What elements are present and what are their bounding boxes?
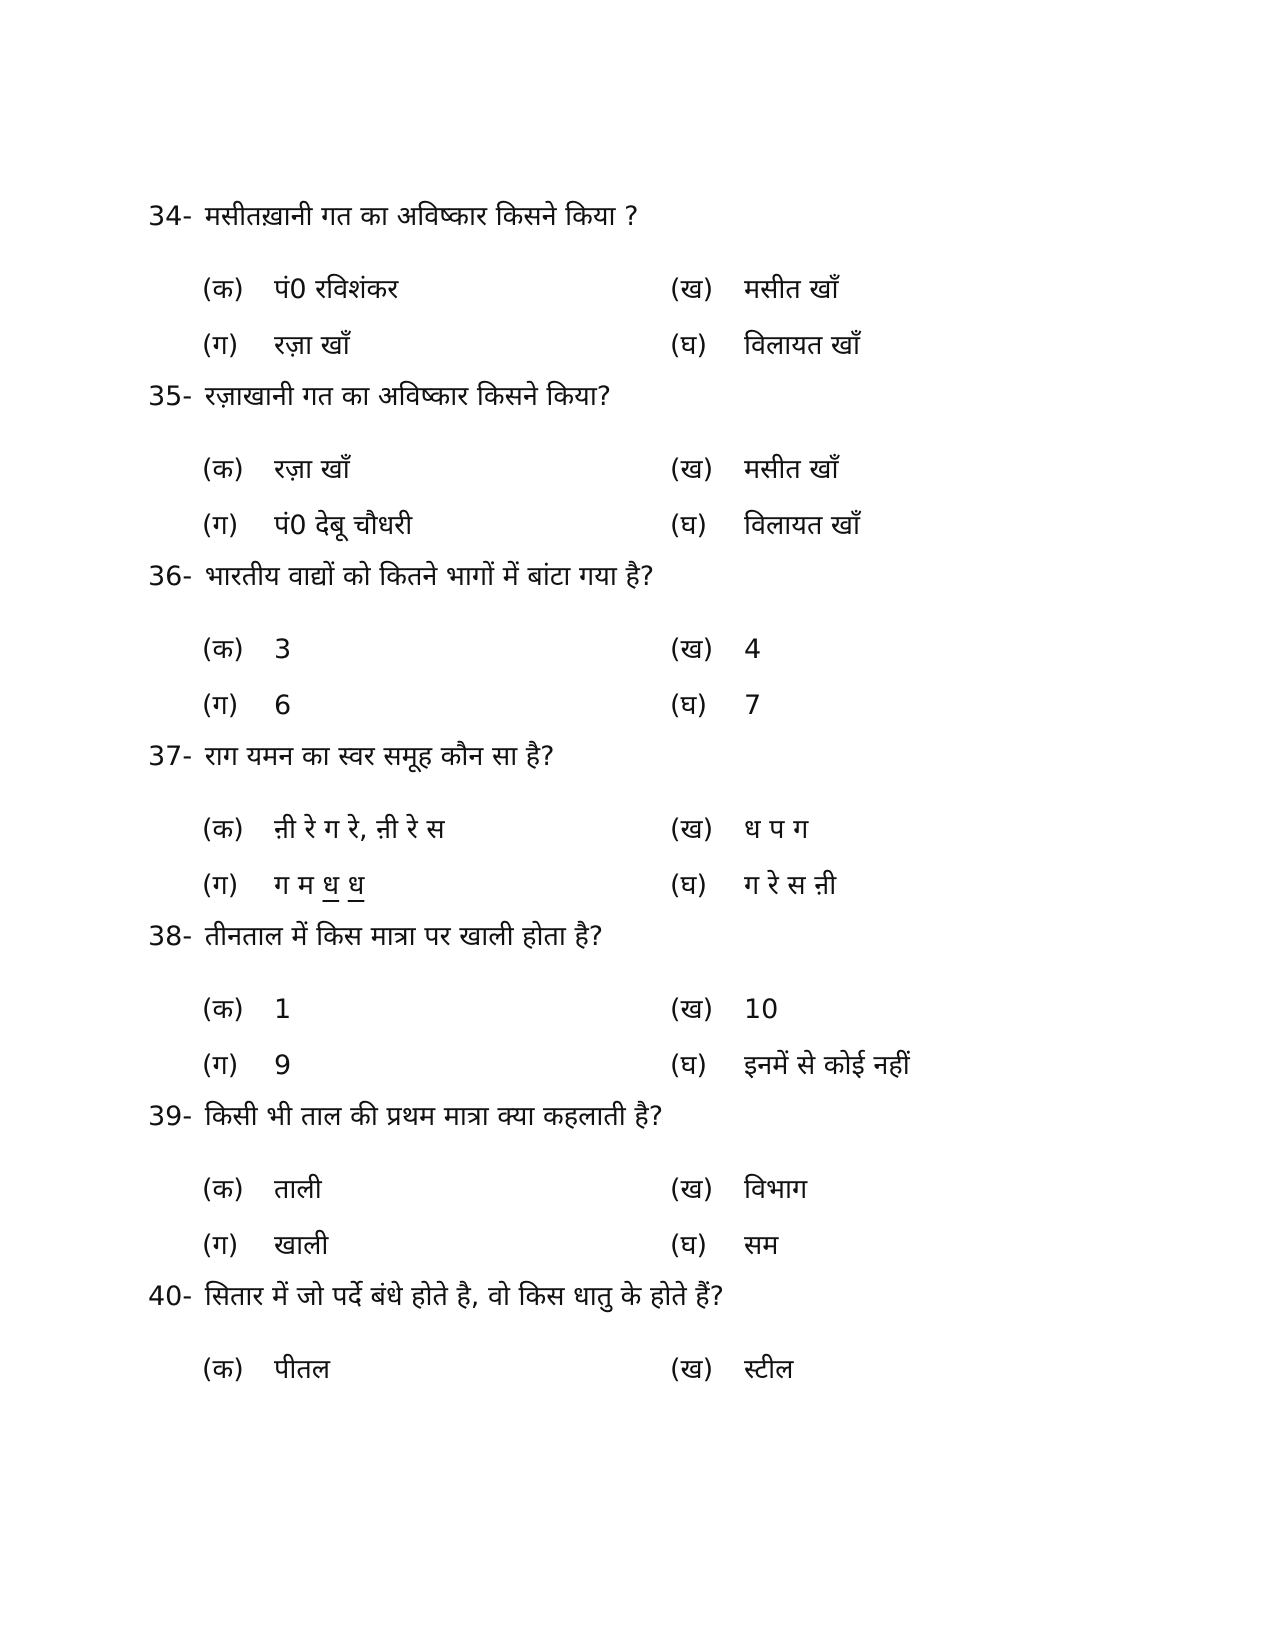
question-number: 37- (148, 741, 193, 772)
question-heading (148, 740, 1208, 774)
option-text (274, 866, 364, 906)
question-35 (148, 380, 1208, 562)
option-text: रज़ा खाँ (274, 454, 350, 485)
option-ga (202, 1046, 291, 1086)
options-row (148, 270, 1208, 326)
option-label: (घ) (670, 690, 708, 721)
option-kha (670, 630, 761, 670)
underlined-note: ध (347, 870, 365, 901)
option-text: मसीत खाँ (744, 454, 839, 485)
option-label: (ख) (670, 634, 714, 665)
question-40 (148, 1280, 1208, 1406)
option-text: 3 (274, 634, 292, 665)
option-text: ध प ग (744, 814, 809, 845)
option-text: विलायत खाँ (744, 330, 861, 361)
option-text: ग रे स ऩी (744, 870, 837, 901)
option-ga (202, 1226, 328, 1266)
option-label: (ख) (670, 994, 714, 1025)
option-label: (घ) (670, 510, 708, 541)
options-row (148, 686, 1208, 742)
options-row (148, 630, 1208, 686)
option-label: (क) (202, 1354, 244, 1385)
question-heading (148, 200, 1208, 234)
options-row (148, 1226, 1208, 1282)
question-text: सितार में जो पर्दे बंधे होते है, वो किस धातु के होते हैं? (204, 1281, 724, 1312)
option-gha (670, 326, 860, 366)
option-gha (670, 1046, 910, 1086)
question-heading (148, 560, 1208, 594)
question-34 (148, 200, 1208, 382)
question-38 (148, 920, 1208, 1102)
options-row (148, 450, 1208, 506)
option-label: (ख) (670, 1174, 714, 1205)
option-text: पं0 रविशंकर (274, 274, 399, 305)
option-label: (घ) (670, 1230, 708, 1261)
option-text: विभाग (744, 1174, 808, 1205)
question-number: 34- (148, 201, 193, 232)
question-number: 39- (148, 1101, 193, 1132)
option-gha (670, 506, 860, 546)
option-kha (670, 1170, 807, 1210)
option-label: (ख) (670, 1354, 714, 1385)
option-label: (ग) (202, 1230, 239, 1261)
option-label: (क) (202, 454, 244, 485)
option-text: 4 (744, 634, 762, 665)
question-number: 36- (148, 561, 193, 592)
options-row (148, 506, 1208, 562)
option-text: रज़ा खाँ (274, 330, 350, 361)
option-label: (क) (202, 1174, 244, 1205)
option-label: (ख) (670, 274, 714, 305)
option-text: ऩी रे ग रे, ऩी रे स (274, 814, 445, 845)
option-ka (202, 630, 291, 670)
option-ga (202, 506, 412, 546)
question-text: किसी भी ताल की प्रथम मात्रा क्या कहलाती है? (204, 1101, 664, 1132)
options-row (148, 1046, 1208, 1102)
question-text: मसीतख़ानी गत का अविष्कार किसने किया ? (204, 201, 639, 232)
question-36 (148, 560, 1208, 742)
question-text: राग यमन का स्वर समूह कौन सा है? (204, 741, 555, 772)
option-ka (202, 450, 350, 490)
question-text: रज़ाखानी गत का अविष्कार किसने किया? (204, 381, 612, 412)
question-heading (148, 920, 1208, 954)
option-ka (202, 270, 398, 310)
option-kha (670, 270, 838, 310)
option-label: (घ) (670, 1050, 708, 1081)
question-39 (148, 1100, 1208, 1282)
option-text: 6 (274, 690, 292, 721)
option-gha (670, 686, 761, 726)
option-label: (ग) (202, 870, 239, 901)
option-ka (202, 1170, 322, 1210)
option-text: स्टील (744, 1354, 794, 1385)
option-gha (670, 866, 836, 906)
option-gha (670, 1226, 778, 1266)
option-label: (ग) (202, 330, 239, 361)
option-label: (ग) (202, 510, 239, 541)
question-37 (148, 740, 1208, 922)
options-row (148, 866, 1208, 922)
option-text: खाली (274, 1230, 329, 1261)
option-label: (ख) (670, 814, 714, 845)
option-label: (ख) (670, 454, 714, 485)
option-kha (670, 810, 808, 850)
option-label: (घ) (670, 330, 708, 361)
option-label: (ग) (202, 690, 239, 721)
option-kha (670, 450, 838, 490)
option-label: (क) (202, 994, 244, 1025)
option-label: (क) (202, 814, 244, 845)
underlined-note: ध (322, 870, 340, 901)
option-text: इनमें से कोई नहीं (744, 1050, 910, 1081)
options-row (148, 810, 1208, 866)
option-text: पीतल (274, 1354, 331, 1385)
question-number: 35- (148, 381, 193, 412)
option-text: 1 (274, 994, 292, 1025)
option-ga (202, 686, 291, 726)
option-text: मसीत खाँ (744, 274, 839, 305)
option-label: (क) (202, 634, 244, 665)
options-row (148, 990, 1208, 1046)
options-row (148, 1350, 1208, 1406)
option-text: ताली (274, 1174, 322, 1205)
question-text: भारतीय वाद्यों को कितने भागों में बांटा गया है? (204, 561, 655, 592)
options-row (148, 1170, 1208, 1226)
option-kha (670, 990, 778, 1030)
option-ga (202, 326, 350, 366)
option-ka (202, 810, 445, 850)
option-text: सम (744, 1230, 779, 1261)
question-number: 40- (148, 1281, 193, 1312)
option-label: (क) (202, 274, 244, 305)
option-text: विलायत खाँ (744, 510, 861, 541)
question-heading (148, 1100, 1208, 1134)
option-text: 9 (274, 1050, 292, 1081)
option-ka (202, 1350, 330, 1390)
question-heading (148, 1280, 1208, 1314)
option-ga (202, 866, 364, 906)
option-text: पं0 देबू चौधरी (274, 510, 413, 541)
question-heading (148, 380, 1208, 414)
option-text-plain: ग म (274, 870, 314, 901)
option-label: (ग) (202, 1050, 239, 1081)
question-number: 38- (148, 921, 193, 952)
option-text: 7 (744, 690, 762, 721)
question-text: तीनताल में किस मात्रा पर खाली होता है? (204, 921, 604, 952)
option-label: (घ) (670, 870, 708, 901)
option-kha (670, 1350, 793, 1390)
option-text: 10 (744, 994, 779, 1025)
options-row (148, 326, 1208, 382)
option-ka (202, 990, 291, 1030)
